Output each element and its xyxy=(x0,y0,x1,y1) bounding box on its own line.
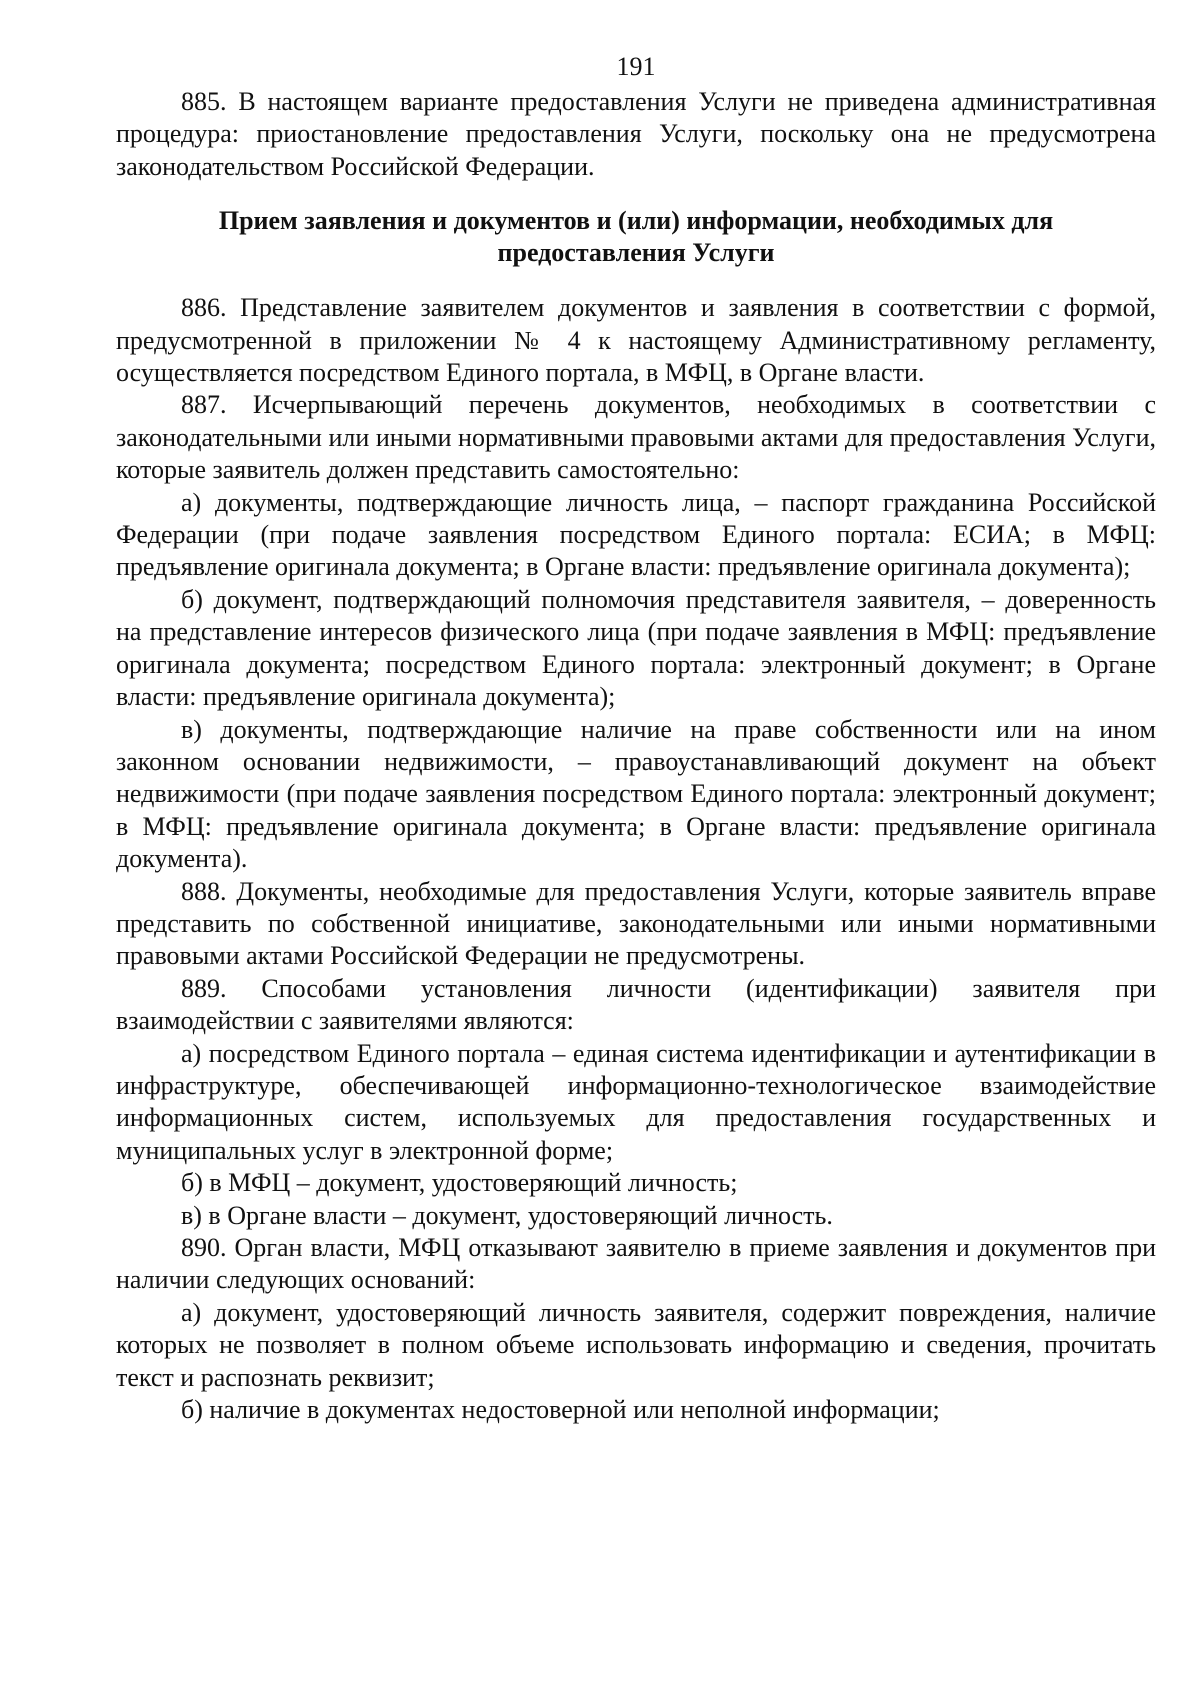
document-page xyxy=(116,52,1156,1426)
paragraph-889: 889. Способами установления личности (идентификации) заявителя при взаимодействии с заявителями являются: xyxy=(116,973,1156,1036)
paragraph-890-a: а) документ, удостоверяющий личность заявителя, содержит повреждения, наличие которых не позволяет в полном объеме использовать информацию и сведения, прочитать текст и распознать реквизит; xyxy=(116,1297,1156,1392)
section-heading: Прием заявления и документов и (или) информации, необходимых для предоставления Услуги xyxy=(218,206,1054,268)
paragraph-887-b: б) документ, подтверждающий полномочия представителя заявителя, – доверенность на представление интересов физического лица (при подаче заявления в МФЦ: предъявление оригинала документа; посредством Единого портала: электронный документ; в Органе власти: предъявление оригинала документа); xyxy=(116,584,1156,712)
paragraph-885: 885. В настоящем варианте предоставления Услуги не приведена административная процедура: приостановление предоставления Услуги, поскольку она не предусмотрена законодательством Российской Федерации. xyxy=(116,87,1156,181)
paragraph-889-a: а) посредством Единого портала – единая система идентификации и аутентификации в инфраструктуре, обеспечивающей информационно-технологическое взаимодействие информационных систем, используемых для предоставления государственных и муниципальных услуг в электронной форме; xyxy=(116,1038,1156,1165)
paragraph-886: 886. Представление заявителем документов и заявления в соответствии с формой, предусмотренной в приложении № 4 к настоящему Административному регламенту, осуществляется посредством Единого портала, в МФЦ, в Органе власти. xyxy=(116,293,1156,388)
paragraph-889-v: в) в Органе власти – документ, удостоверяющий личность. xyxy=(181,1200,833,1230)
paragraph-888: 888. Документы, необходимые для предоставления Услуги, которые заявитель вправе представить по собственной инициативе, законодательными или иными нормативными правовыми актами Российской Федерации не предусмотрены. xyxy=(116,876,1156,971)
paragraph-887-a: а) документы, подтверждающие личность лица, – паспорт гражданина Российской Федерации (при подаче заявления посредством Единого портала: ЕСИА; в МФЦ: предъявление оригинала документа; в Органе власти: предъявление оригинала документа); xyxy=(116,487,1156,582)
paragraph-890-b: б) наличие в документах недостоверной или неполной информации; xyxy=(181,1395,940,1425)
page-number: 191 xyxy=(616,52,656,81)
paragraph-887: 887. Исчерпывающий перечень документов, необходимых в соответствии с законодательными или иными нормативными правовыми актами для предоставления Услуги, которые заявитель должен представить самостоятельно: xyxy=(116,390,1156,485)
paragraph-889-b: б) в МФЦ – документ, удостоверяющий личность; xyxy=(181,1168,738,1198)
paragraph-887-v: в) документы, подтверждающие наличие на праве собственности или на ином законном основании недвижимости, – правоустанавливающий документ на объект недвижимости (при подаче заявления посредством Единого портала: электронный документ; в МФЦ: предъявление оригинала документа; в Органе власти: предъявление оригинала документа). xyxy=(116,714,1156,874)
paragraph-890: 890. Орган власти, МФЦ отказывают заявителю в приеме заявления и документов при наличии следующих оснований: xyxy=(116,1233,1156,1295)
